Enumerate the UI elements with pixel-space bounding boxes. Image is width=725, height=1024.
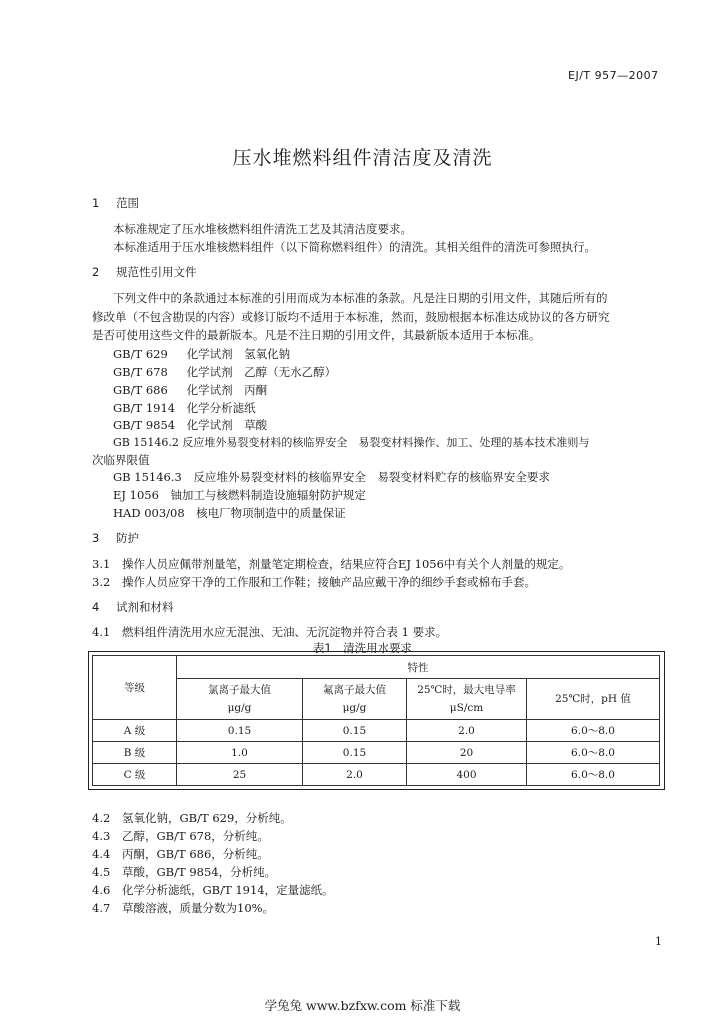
- value-cell: 0.15: [303, 742, 407, 764]
- reference-item: [113, 364, 336, 380]
- reference-item: [113, 400, 256, 416]
- reference-code: GB/T 9854: [113, 418, 176, 432]
- clause-item: [92, 556, 570, 572]
- column-header-unit: μg/g: [227, 702, 252, 714]
- reference-item: [113, 346, 290, 362]
- section-number: 2: [92, 265, 100, 279]
- section-number: 1: [92, 196, 100, 210]
- reference-title: 反应堆外易裂变材料的核临界安全 易裂变材料操作、加工、处理的基本技术准则与: [182, 436, 590, 449]
- scope-paragraph: 本标准适用于压水堆核燃料组件（以下简称燃料组件）的清洗。其相关组件的清洗可参照执行。: [113, 240, 596, 254]
- reference-title: 化学试剂 丙酮: [186, 383, 268, 397]
- clause-item: [92, 900, 274, 916]
- clause-text: 乙醇，GB/T 678，分析纯。: [122, 829, 269, 843]
- reference-code: EJ 1056: [113, 488, 159, 502]
- reference-title: 化学试剂 草酸: [186, 418, 268, 432]
- reference-code: GB 15146.3: [113, 470, 182, 484]
- clause-text: 草酸，GB/T 9854，分析纯。: [122, 865, 277, 879]
- section-title: 防护: [116, 531, 139, 545]
- clause-item: [92, 574, 536, 590]
- reference-item-continuation: 次临界限值: [92, 453, 150, 467]
- grade-cell: B 级: [93, 742, 177, 764]
- section-number: 3: [92, 531, 100, 545]
- column-header-name: 25℃时，最大电导率: [417, 684, 516, 696]
- value-cell: 25: [177, 764, 303, 786]
- characteristics-group-header: 特性: [177, 656, 660, 679]
- clause-text: 燃料组件清洗用水应无混浊、无油、无沉淀物并符合表 1 要求。: [122, 625, 448, 639]
- reference-code: GB/T 1914: [113, 401, 176, 415]
- grade-column-header: 等级: [93, 656, 177, 720]
- reference-code: GB/T 686: [113, 383, 168, 397]
- clause-text: 操作人员应佩带剂量笔，剂量笔定期检查，结果应符合EJ 1056中有关个人剂量的规定。: [122, 557, 571, 571]
- value-cell: 2.0: [303, 764, 407, 786]
- reference-code: GB 15146.2: [113, 436, 179, 449]
- scope-paragraph: 本标准规定了压水堆核燃料组件清洗工艺及其清洁度要求。: [113, 222, 412, 236]
- value-cell: 6.0～8.0: [527, 764, 660, 786]
- value-cell: 400: [407, 764, 527, 786]
- reference-item: [113, 469, 550, 485]
- footer-watermark-link[interactable]: 学兔兔 www.bzfxw.com 标准下载: [264, 998, 461, 1013]
- normative-intro-line: 修改单（不包含勘误的内容）或修订版均不适用于本标准，然而，鼓励根据本标准达成协议的各方研究: [92, 310, 610, 324]
- reference-item: [113, 417, 267, 433]
- reference-title: 铀加工与核燃料制造设施辐射防护规定: [170, 488, 366, 502]
- reference-title: 化学试剂 氢氧化钠: [186, 347, 291, 361]
- column-header-unit: μS/cm: [449, 702, 484, 714]
- grade-cell: A 级: [93, 720, 177, 742]
- section-heading-reagents: [92, 599, 174, 615]
- clause-item: [92, 624, 447, 640]
- standard-code: EJ/T 957—2007: [568, 69, 659, 82]
- section-heading-protection: [92, 530, 139, 546]
- table-row: [93, 742, 660, 764]
- value-cell: 2.0: [407, 720, 527, 742]
- reference-item: [113, 382, 267, 398]
- clause-text: 氢氧化钠，GB/T 629，分析纯。: [122, 811, 292, 825]
- value-cell: 1.0: [177, 742, 303, 764]
- value-cell: 6.0～8.0: [527, 720, 660, 742]
- column-header-unit: μg/g: [342, 702, 367, 714]
- clause-text: 草酸溶液，质量分数为10%。: [122, 901, 275, 915]
- reference-item: [113, 434, 589, 450]
- clause-number: 4.3: [92, 829, 111, 843]
- reference-code: GB/T 629: [113, 347, 168, 361]
- reference-title: 核电厂物项制造中的质量保证: [196, 506, 346, 520]
- normative-intro-line: 是否可使用这些文件的最新版本。凡是不注日期的引用文件，其最新版本适用于本标准。: [92, 328, 541, 342]
- table-row: [93, 764, 660, 786]
- section-heading-scope: [92, 195, 139, 211]
- column-header: [407, 679, 527, 720]
- value-cell: 0.15: [303, 720, 407, 742]
- clause-number: 4.7: [92, 901, 111, 915]
- normative-intro-line: 下列文件中的条款通过本标准的引用而成为本标准的条款。凡是注日期的引用文件，其随后所有的: [113, 291, 608, 305]
- water-requirements-table: [92, 655, 660, 786]
- reference-title: 化学分析滤纸: [186, 401, 256, 415]
- section-heading-normative-references: [92, 264, 197, 280]
- clause-number: 4.1: [92, 625, 111, 639]
- reference-item: [113, 487, 366, 503]
- clause-item: [92, 810, 292, 826]
- clause-text: 操作人员应穿干净的工作服和工作鞋；接触产品应戴干净的细纱手套或棉布手套。: [122, 575, 536, 589]
- grade-cell: C 级: [93, 764, 177, 786]
- clause-text: 丙酮，GB/T 686，分析纯。: [122, 847, 269, 861]
- clause-item: [92, 882, 334, 898]
- reference-title: 化学试剂 乙醇（无水乙醇）: [186, 365, 337, 379]
- clause-number: 4.6: [92, 883, 111, 897]
- clause-number: 4.4: [92, 847, 111, 861]
- value-cell: 20: [407, 742, 527, 764]
- clause-number: 3.1: [92, 557, 111, 571]
- reference-code: GB/T 678: [113, 365, 168, 379]
- section-title: 范围: [116, 196, 139, 210]
- clause-text: 化学分析滤纸，GB/T 1914，定量滤纸。: [122, 883, 334, 897]
- page-number: 1: [655, 935, 662, 948]
- clause-number: 4.5: [92, 865, 111, 879]
- clause-item: [92, 828, 269, 844]
- table-row: [93, 720, 660, 742]
- column-header-name: 25℃时，pH 值: [555, 693, 631, 705]
- section-title: 规范性引用文件: [116, 265, 197, 279]
- section-number: 4: [92, 600, 100, 614]
- clause-item: [92, 864, 276, 880]
- column-header: [527, 679, 660, 720]
- document-title: 压水堆燃料组件清洁度及清洗: [232, 147, 493, 169]
- reference-item: [113, 505, 346, 521]
- reference-title: 反应堆外易裂变材料的核临界安全 易裂变材料贮存的核临界安全要求: [193, 470, 550, 484]
- column-header-name: 氟离子最大值: [323, 684, 386, 696]
- clause-item: [92, 846, 269, 862]
- clause-number: 4.2: [92, 811, 111, 825]
- column-header: [177, 679, 303, 720]
- reference-code: HAD 003/08: [113, 506, 185, 520]
- section-title: 试剂和材料: [116, 600, 174, 614]
- column-header: [303, 679, 407, 720]
- table-caption: 表1 清洗用水要求: [312, 641, 413, 655]
- value-cell: 6.0～8.0: [527, 742, 660, 764]
- column-header-name: 氯离子最大值: [208, 684, 271, 696]
- value-cell: 0.15: [177, 720, 303, 742]
- clause-number: 3.2: [92, 575, 111, 589]
